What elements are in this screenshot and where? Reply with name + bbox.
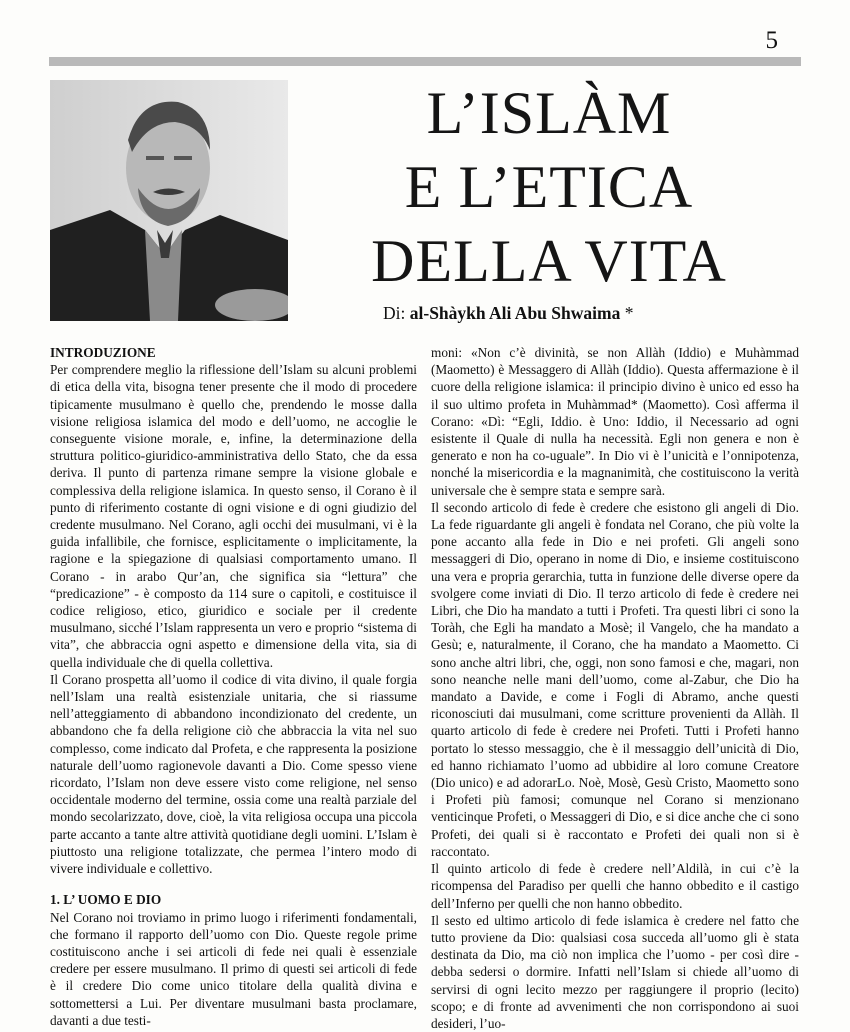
author-name: al-Shàykh Ali Abu Shwaima: [409, 303, 621, 323]
author-photo: [50, 80, 288, 321]
article-title: [326, 76, 772, 298]
title-line: E L’ETICA: [404, 154, 694, 220]
byline-prefix: Di:: [383, 303, 406, 323]
author-footnote-mark: *: [624, 303, 634, 323]
paragraph: Il secondo articolo di fede è credere che esistono gli angeli di Dio. La fede riguardante gli angeli è fondata nel Corano, che più volte la pone accanto alla fede in Dio e nei profeti. Gli angeli sono messaggeri di Dio, operano in nome di Dio, e insieme costituiscono una vera e propria gerarchia, tutta in funzione delle diverse opere da svolgere come inviati di Dio. Il terzo articolo di fede è credere nei Libri, che Dio ha mandato a tutti i Profeti. Tra questi libri ci sono la Toràh, che Egli ha mandato a Mosè; il Vangelo, che ha mandato a Gesù; e, naturalmente, il Corano, che ha mandato a Maometto. Ci sono anche altri libri, che, oggi, non sono famosi e che, magari, non sono neanche nelle mani dell’uomo, come al-Zabur, che Dio ha mandato a Davide, e come i Fogli di Abramo, anche questi riconosciuti dai musulmani, come scritture provenienti da Allàh. Il quarto articolo di fede è credere nei Profeti. Tutti i Profeti hanno portato lo stesso messaggio, che è il messaggio dell’unicità di Dio, ed hanno richiamato l’uomo ad ubbidire al loro comune Creatore (Dio unico) e ad adorarLo. Noè, Mosè, Gesù Cristo, Maometto sono i Profeti più famosi; comunque nel Corano si menzionano venticinque Profeti, o Messaggeri di Dio, e si dice anche che ci sono Profeti, dei quali si è raccontato e Profeti dei quali non si è raccontato.: [431, 499, 799, 859]
header-rule: [49, 57, 801, 66]
paragraph: Il quinto articolo di fede è credere nell’Aldilà, in cui c’è la ricompensa del Paradiso per quelli che hanno obbedito e il castigo dell’Inferno per quelli che non hanno obbedito.: [431, 861, 799, 911]
byline: [383, 300, 813, 326]
paragraph: Per comprendere meglio la riflessione dell’Islam su alcuni problemi di etica della vita, bisogna tener presente che il modo di procedere tipicamente musulmano è quello che, prendendo le mosse dalla visione religiosa islamica del modo e dell’uomo, ne accoglie le conseguente visione morale, e, infine, la determinazione della struttura politico-giuridico-amministrativa dello Stato, che da essa deriva. Il punto di partenza rimane sempre la visione globale e complessiva della religione islamica. In questo senso, il Corano è il punto di riferimento costante di ogni visione e di ogni giudizio del credente musulmano. Nel Corano, agli occhi dei musulmani, vi è la guida infallibile, che fornisce, esplicitamente o implicitamente, la ragione e la spiegazione di qualsiasi comportamento umano. Il Corano - in arabo Qur’an, che significa sia “lettura” che “predicazione” - è composto da 114 sure o capitoli, e costituisce il codice religioso, etico, giuridico e sociale per il credente musulmano, sicché l’Islam rappresenta un vero e proprio “sistema di vita”, che abbraccia ogni aspetto e dimensione della vita, sia di quella individuale che di quella collettiva.: [50, 362, 417, 670]
portrait-photo-icon: [50, 80, 288, 321]
right-column: [431, 344, 799, 1032]
paragraph: Il sesto ed ultimo articolo di fede islamica è credere nel fatto che tutto proviene da Dio: qualsiasi cosa succeda all’uomo gli è stata destinata da Dio, ma ciò non implica che l’uomo - per così dire - debba sedersi o dormire. Infatti nell’Islam si chiede all’uomo di servirsi di ogni lecito mezzo per raggiungere il proprio (lecito) scopo; e di fronte ad avvenimenti che non corrispondono ai suoi desideri, l’uo-: [431, 912, 799, 1031]
section-heading: 1. L’ UOMO E DIO: [50, 892, 162, 908]
title-line: L’ISLÀM: [426, 80, 672, 146]
paragraph: Il Corano prospetta all’uomo il codice di vita divino, il quale forgia nell’Islam una realtà esistenziale unitaria, che si riassume nell’atteggiamento di abbandono incondizionato del credente, un abbandono che fa della religione ciò che abbraccia la vita nel suo complesso, come indicato dal Profeta, e che rappresenta la posizione naturale dell’uomo ragionevole davanti a Dio. Come spesso viene ricordato, l’Islam non deve essere visto come religione, nel senso occidentale moderno del termine, ossia come una realtà parziale del mondo secolarizzato, dove, cioè, la vita religiosa occupa una piccola parte accanto a tante altre attività quotidiane degli uomini. L’Islam è piuttosto una religione totalizzate, che permea l’intero modo di vivere individuale e collettivo.: [50, 671, 417, 877]
section-heading: INTRODUZIONE: [50, 345, 156, 360]
title-line: DELLA VITA: [371, 228, 727, 294]
paragraph: Nel Corano noi troviamo in primo luogo i riferimenti fondamentali, che formano il rapporto dell’uomo con Dio. Queste regole prime costituiscono anche i sei articoli di fede nei quali è essenziale credere per essere musulmano. Il primo di questi sei articoli di fede è il credere Dio come unico titolare della qualità divina e sottomettersi a Lui. Per diventare musulmani basta proclamare, davanti a due testi-: [50, 909, 417, 1028]
paragraph: moni: «Non c’è divinità, se non Allàh (Iddio) e Muhàmmad (Maometto) è Messaggero di Allàh (Iddio). Questa affermazione è il cuore della religione islamica: il principio divino è unico ed esso ha il suo ultimo profeta in Muhàmmad* (Maometto). Così afferma il Corano: «Dì: “Egli, Iddio. è Uno: Iddio, il Necessario ad ogni esistente il Quale di nulla ha necessità. Egli non genera e non è generato e non ha co-uguale”. In Dio vi è l’unicità e l’onnipotenza, nonché la misericordia e la magnanimità, che costituiscono la verità universale che è sempre stata e sempre sarà.: [431, 345, 799, 498]
page-number: 5: [765, 27, 778, 54]
left-column: [50, 344, 417, 1029]
